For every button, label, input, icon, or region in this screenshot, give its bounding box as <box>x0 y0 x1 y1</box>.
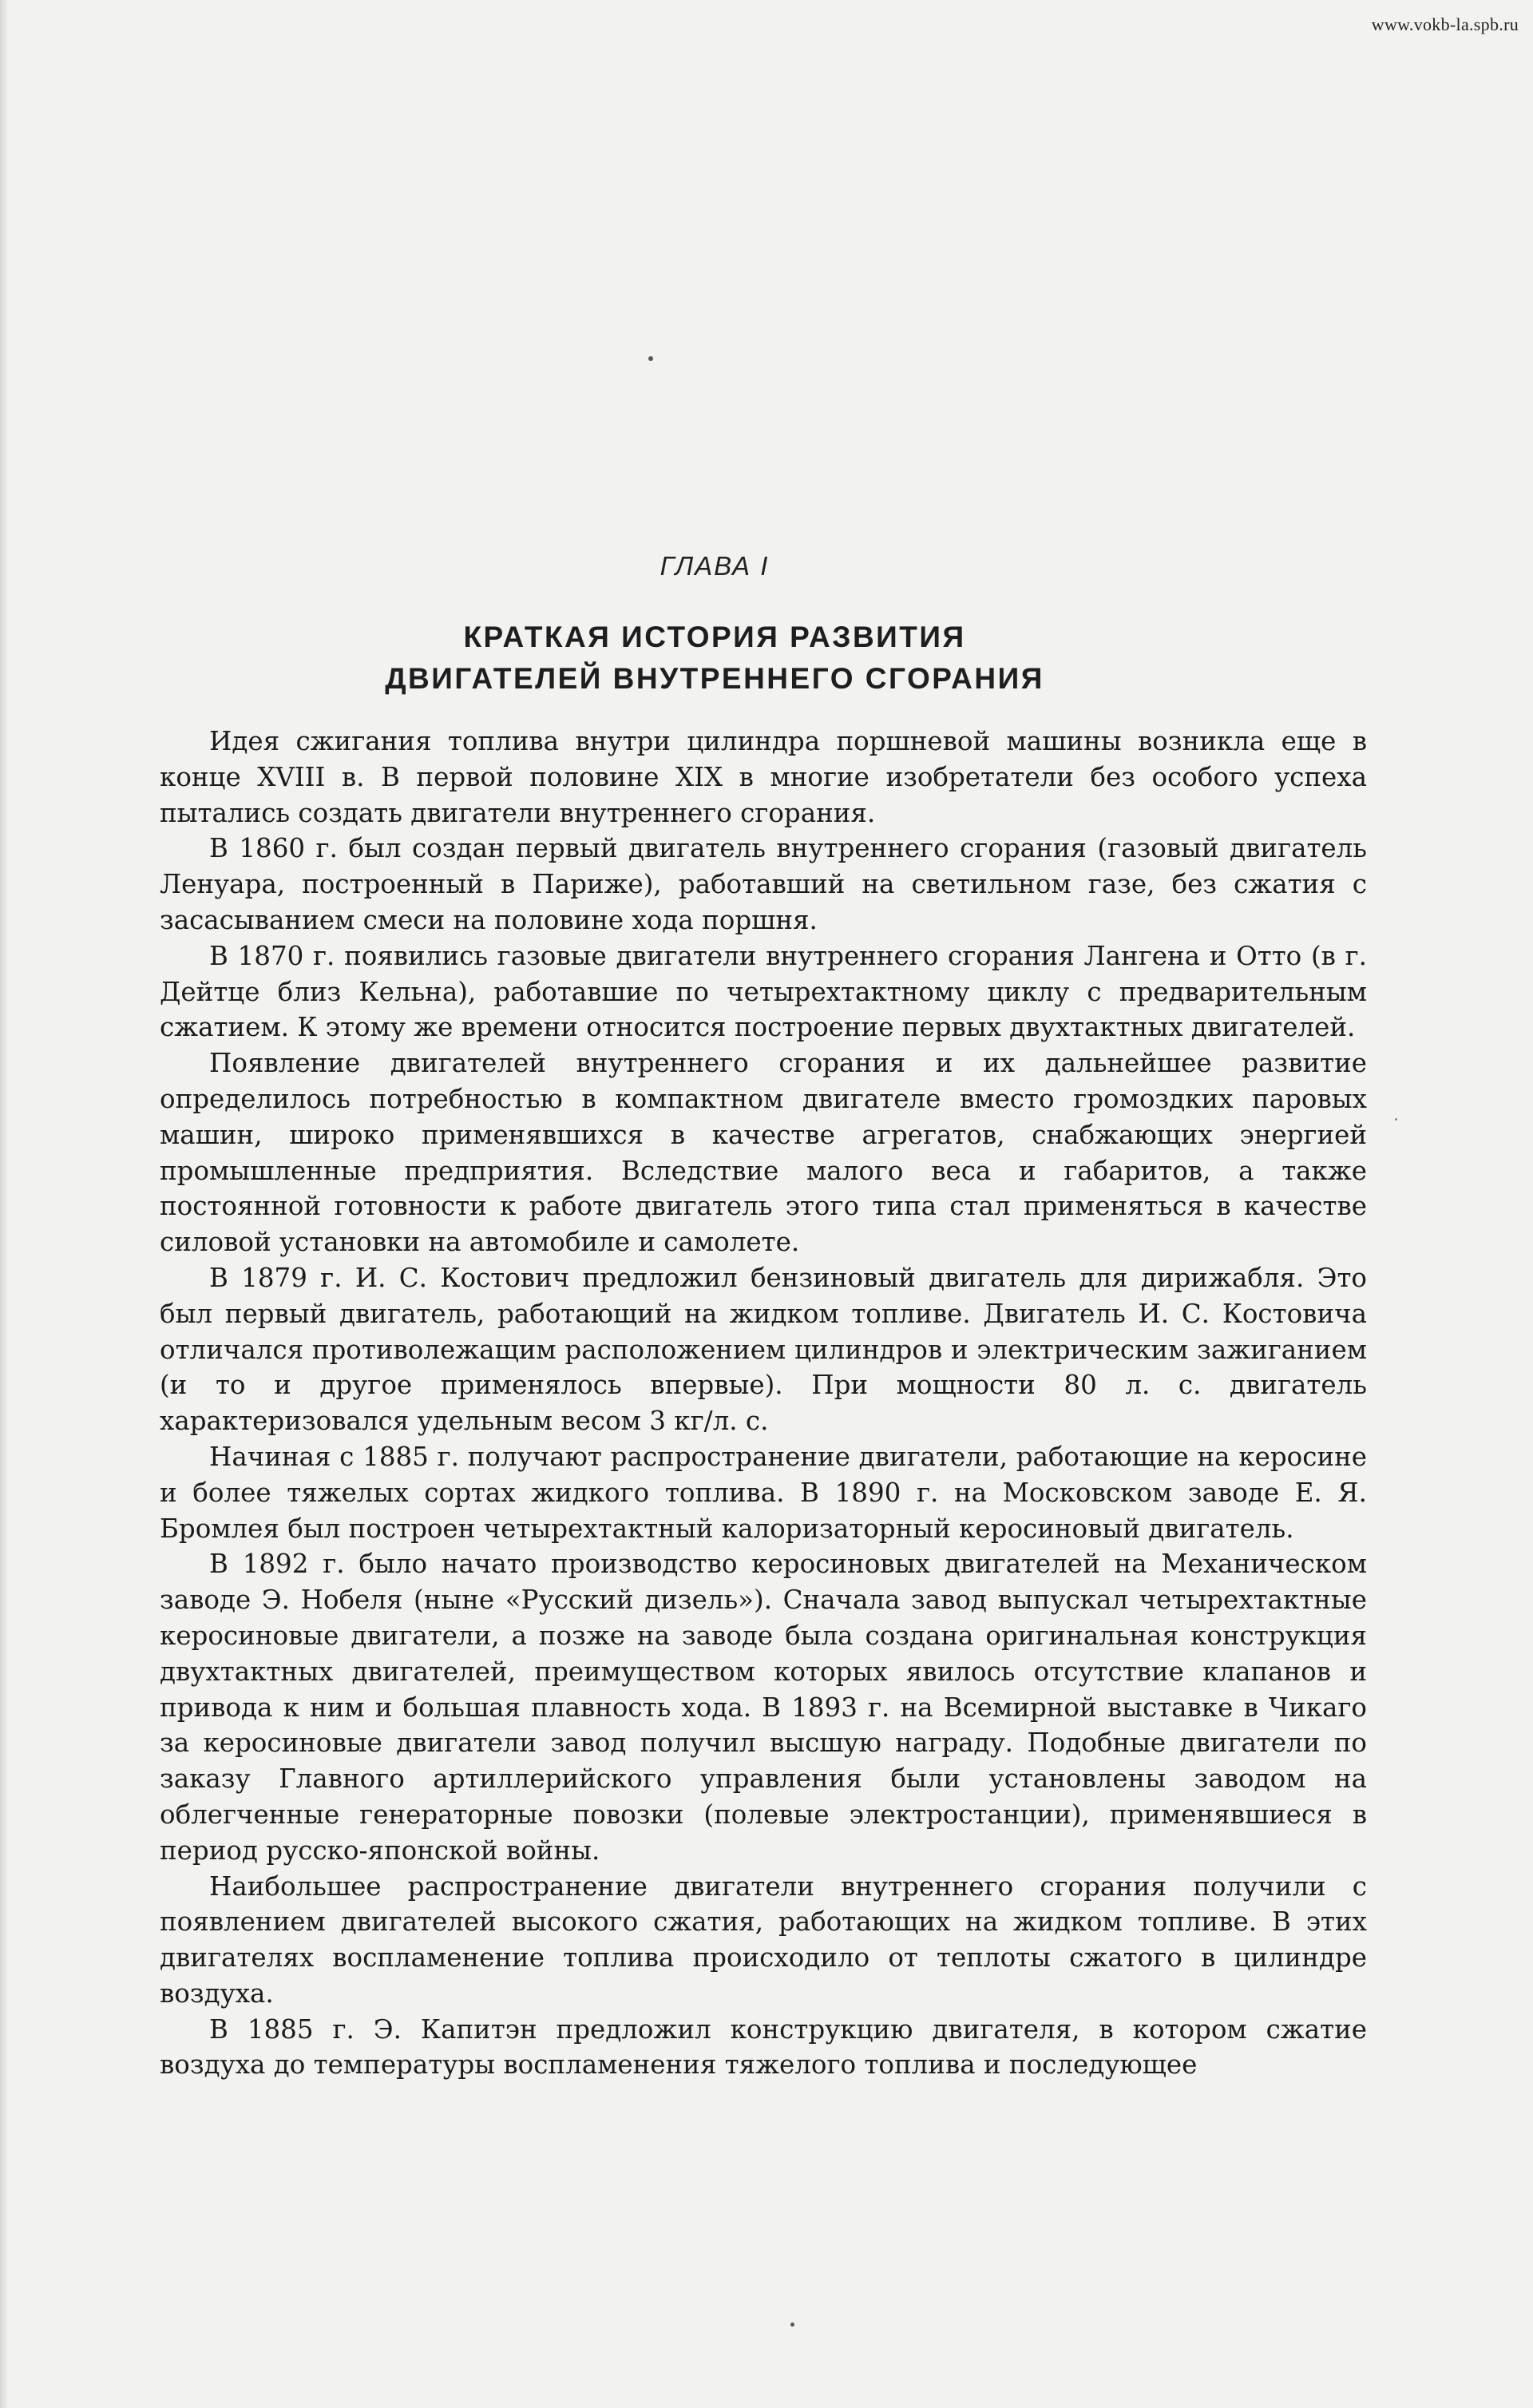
chapter-label: ГЛАВА I <box>660 551 770 581</box>
paragraph: Появление двигателей внутреннего сгорания и их дальнейшее развитие определилось потребностью в компактном двигателе вместо громоздких паровых машин, широко применявшихся в качестве агрегатов, снабжающих энергией промышленные предприятия. Вследствие малого веса и габаритов, а также постоянной готовности к работе двигатель этого типа стал применяться в качестве силовой установки на автомобиле и самолете. <box>160 1048 1367 1258</box>
paragraph: Начиная с 1885 г. получают распространение двигатели, работающие на керосине и более тяжелых сортах жидкого топлива. В 1890 г. на Московском заводе Е. Я. Бромлея был построен четырехтактный калоризаторный керосиновый двигатель. <box>160 1441 1367 1544</box>
chapter-title-line: КРАТКАЯ ИСТОРИЯ РАЗВИТИЯ <box>463 621 966 653</box>
paragraph: В 1885 г. Э. Капитэн предложил конструкцию двигателя, в котором сжатие воздуха до температуры воспламенения тяжелого топлива и последующее <box>160 2013 1367 2081</box>
scan-speck <box>1395 1118 1397 1121</box>
paragraph: В 1892 г. было начато производство керосиновых двигателей на Механическом заводе Э. Нобеля (ныне «Русский дизель»). Сначала завод выпускал четырехтактные керосиновые двигатели, а позже на заводе была создана оригинальная конструкция двухтактных двигателей, преимуществом которых явилось отсутствие клапанов и привода к ним и большая плавность хода. В 1893 г. на Всемирной выставке в Чикаго за керосиновые двигатели завод получил высшую награду. Подобные двигатели по заказу Главного артиллерийского управления были установлены заводом на облегченные генераторные повозки (полевые электростанции), применявшиеся в период русско-японской войны. <box>160 1549 1367 1866</box>
paragraph: В 1870 г. появились газовые двигатели внутреннего сгорания Лангена и Отто (в г. Дейтце близ Кельна), работавшие по четырехтактному циклу с предварительным сжатием. К этому же времени относится построение первых двухтактных двигателей. <box>160 940 1367 1043</box>
paragraph: Наибольшее распространение двигатели внутреннего сгорания получили с появлением двигателей высокого сжатия, работающих на жидком топливе. В этих двигателях воспламенение топлива происходило от теплоты сжатого в цилиндре воздуха. <box>160 1870 1367 2009</box>
paragraph: В 1860 г. был создан первый двигатель внутреннего сгорания (газовый двигатель Ленуара, построенный в Париже), работавший на светильном газе, без сжатия с засасыванием смеси на половине хода поршня. <box>160 833 1367 935</box>
scan-speck <box>790 2323 794 2327</box>
site-url: www.vokb-la.spb.ru <box>1371 14 1519 34</box>
paragraph: Идея сжигания топлива внутри цилиндра поршневой машины возникла еще в конце XVIII в. В первой половине XIX в многие изобретатели без особого успеха пытались создать двигатели внутреннего сгорания. <box>160 726 1367 828</box>
chapter-title-line: ДВИГАТЕЛЕЙ ВНУТРЕННЕГО СГОРАНИЯ <box>385 662 1044 695</box>
chapter-title <box>0 617 1429 700</box>
body-text <box>160 724 1367 2083</box>
paragraph: В 1879 г. И. С. Костович предложил бензиновый двигатель для дирижабля. Это был первый двигатель, работающий на жидком топливе. Двигатель И. С. Костовича отличался противолежащим расположением цилиндров и электрическим зажиганием (и то и другое применялось впервые). При мощности 80 л. с. двигатель характеризовался удельным весом 3 кг/л. с. <box>160 1262 1367 1437</box>
scan-speck <box>648 356 653 361</box>
scan-edge-shadow <box>0 0 8 2408</box>
